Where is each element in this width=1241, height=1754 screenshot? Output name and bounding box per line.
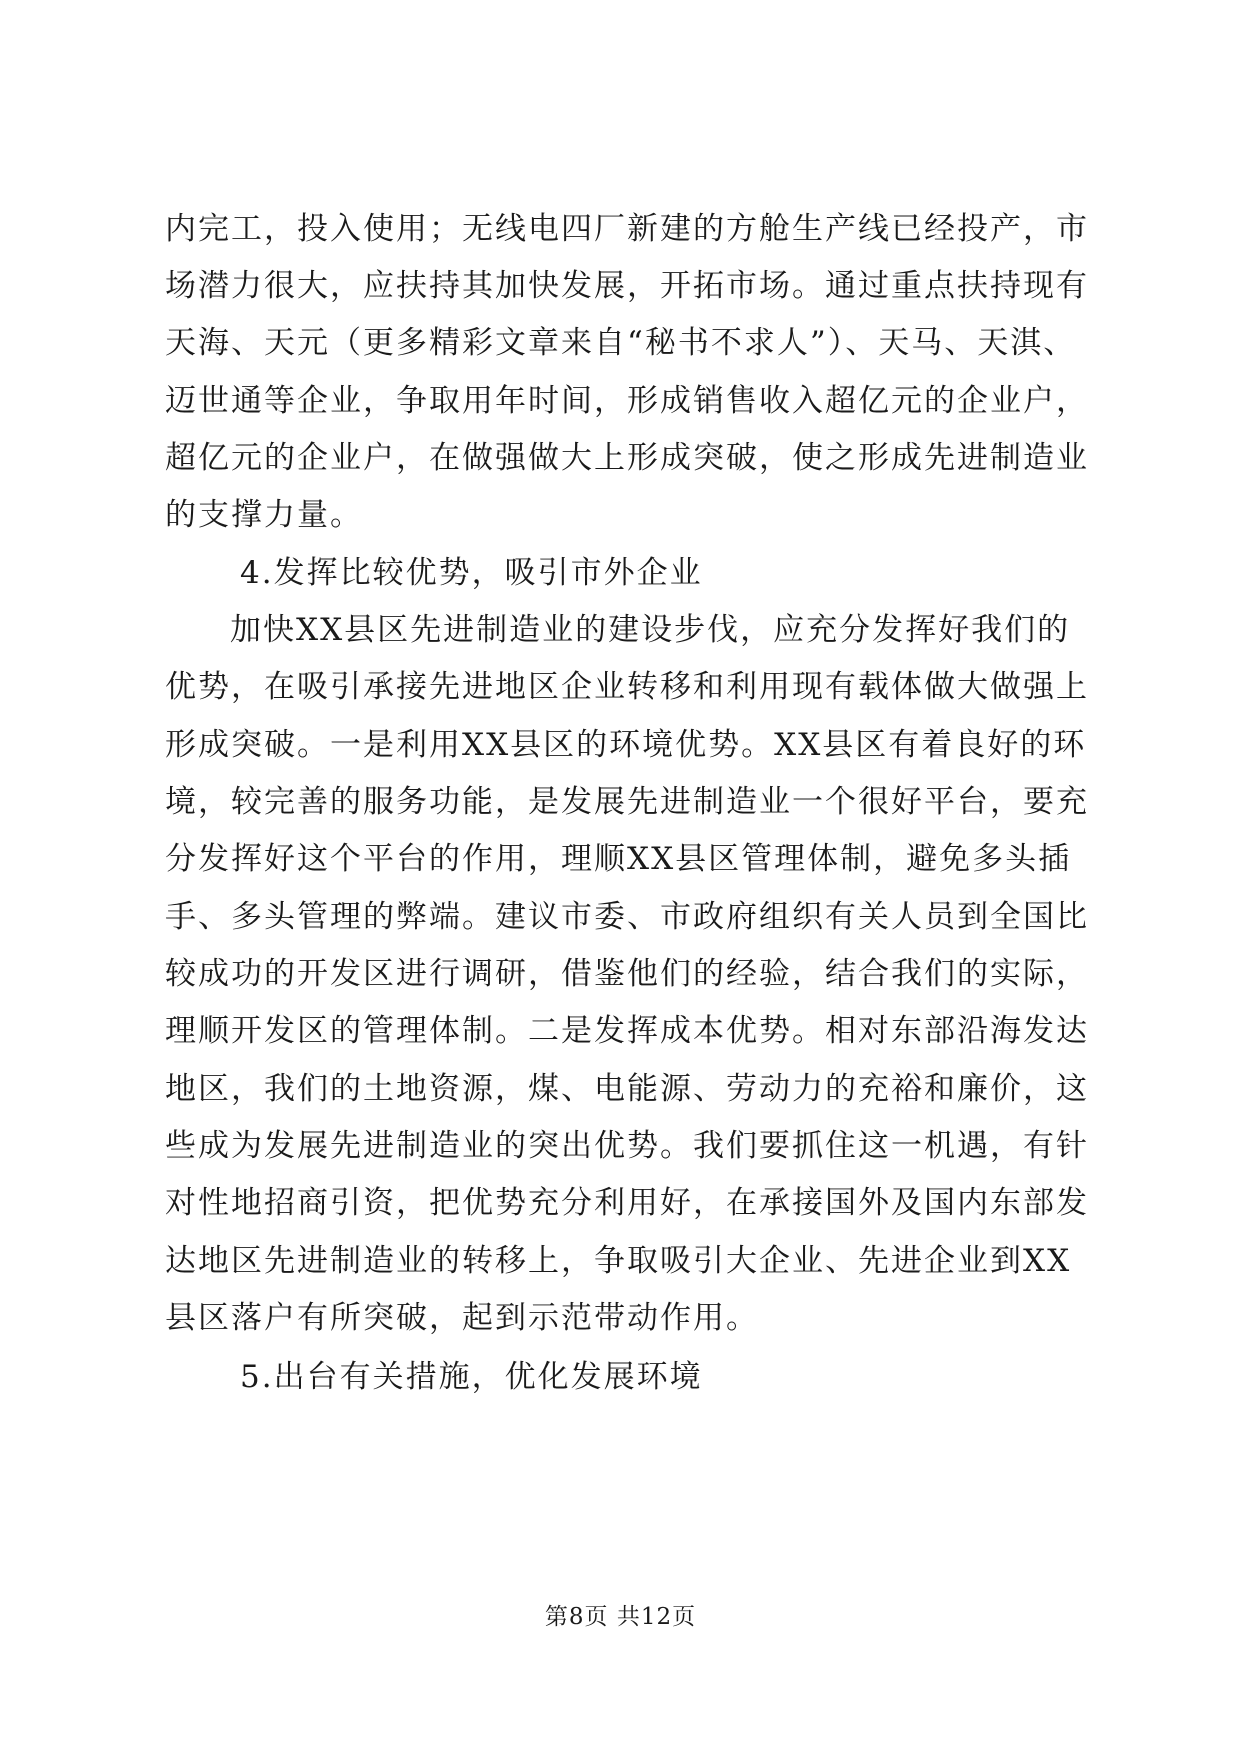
paragraph-line: 超亿元的企业户，在做强做大上形成突破，使之形成先进制造业: [165, 440, 1089, 476]
paragraph-line: 对性地招商引资，把优势充分利用好，在承接国外及国内东部发: [165, 1185, 1089, 1221]
paragraph-line: 县区落户有所突破，起到示范带动作用。: [165, 1300, 759, 1336]
paragraph-line: 加快XX县区先进制造业的建设步伐，应充分发挥好我们的: [230, 612, 1071, 648]
paragraph-line: 达地区先进制造业的转移上，争取吸引大企业、先进企业到XX: [165, 1243, 1072, 1279]
paragraph-line: 手、多头管理的弊端。建议市委、市政府组织有关人员到全国比: [165, 899, 1089, 935]
paragraph-line: 形成突破。一是利用XX县区的环境优势。XX县区有着良好的环: [165, 727, 1087, 763]
paragraph-line: 较成功的开发区进行调研，借鉴他们的经验，结合我们的实际，: [165, 956, 1089, 992]
paragraph-line: 天海、天元（更多精彩文章来自“秘书不求人”）、天马、天淇、: [165, 325, 1077, 361]
page-number-footer: 第8页 共12页: [544, 1604, 697, 1630]
paragraph-line: 些成为发展先进制造业的突出优势。我们要抓住这一机遇，有针: [165, 1128, 1089, 1164]
paragraph-line: 迈世通等企业，争取用年时间，形成销售收入超亿元的企业户，: [165, 383, 1089, 419]
paragraph-line: 理顺开发区的管理体制。二是发挥成本优势。相对东部沿海发达: [165, 1013, 1089, 1049]
paragraph-line: 境，较完善的服务功能，是发展先进制造业一个很好平台，要充: [165, 784, 1089, 820]
paragraph-line: 内完工，投入使用；无线电四厂新建的方舱生产线已经投产，市: [165, 211, 1089, 247]
paragraph-line: 的支撑力量。: [165, 497, 363, 533]
paragraph-line: 优势，在吸引承接先进地区企业转移和利用现有载体做大做强上: [165, 669, 1089, 705]
paragraph-line: 地区，我们的土地资源，煤、电能源、劳动力的充裕和廉价，这: [165, 1071, 1089, 1107]
section-heading-4: 4.发挥比较优势，吸引市外企业: [240, 555, 703, 591]
paragraph-line: 分发挥好这个平台的作用，理顺XX县区管理体制，避免多头插: [165, 841, 1072, 877]
paragraph-line: 场潜力很大，应扶持其加快发展，开拓市场。通过重点扶持现有: [165, 268, 1089, 304]
section-heading-5: 5.出台有关措施，优化发展环境: [240, 1359, 703, 1395]
